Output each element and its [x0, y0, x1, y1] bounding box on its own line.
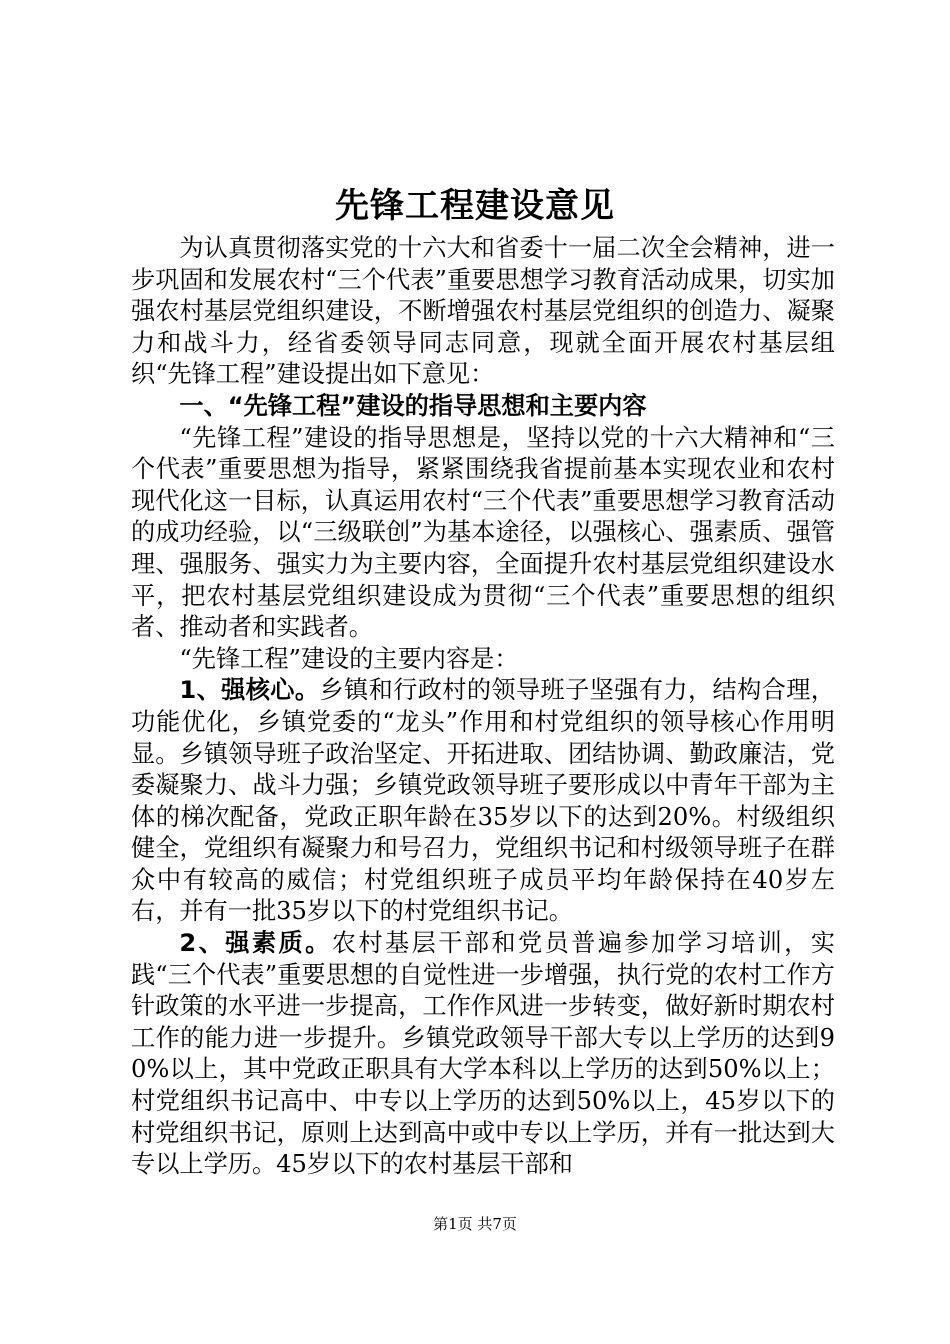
document-body: [131, 233, 835, 1181]
section-heading-1: 一、“先锋工程”建设的指导思想和主要内容: [179, 391, 647, 420]
paragraph-main-content-intro: “先锋工程”建设的主要内容是：: [179, 644, 519, 673]
document-title: 先锋工程建设意见: [335, 186, 615, 226]
list-item-strengthen-quality: [131, 928, 835, 1181]
page-footer: 第1页 共7页: [433, 1215, 517, 1233]
item-text: 农村基层干部和党员普遍参加学习培训，实践“三个代表”重要思想的自觉性进一步增强，执行党的农村工作方针政策的水平进一步提高，工作作风进一步转变，做好新时期农村工作的能力进一步提升。乡镇党政领导干部大专以上学历的达到90%以上，其中党政正职具有大学本科以上学历的达到50%以上；村党组织书记高中、中专以上学历的达到50%以上，45岁以下的村党组织书记，原则上达到高中或中专以上学历，并有一批达到大专以上学历。45岁以下的农村基层干部和: [131, 929, 835, 1179]
list-item-strengthen-core: [131, 675, 835, 928]
paragraph-intro: 为认真贯彻落实党的十六大和省委十一届二次全会精神，进一步巩固和发展农村“三个代表”重要思想学习教育活动成果，切实加强农村基层党组织建设，不断增强农村基层党组织的创造力、凝聚力和战斗力，经省委领导同志同意，现就全面开展农村基层组织“先锋工程”建设提出如下意见：: [131, 234, 835, 389]
paragraph-guiding-thought: “先锋工程”建设的指导思想是，坚持以党的十六大精神和“三个代表”重要思想为指导，紧紧围绕我省提前基本实现农业和农村现代化这一目标，认真运用农村“三个代表”重要思想学习教育活动的成功经验，以“三级联创”为基本途径，以强核心、强素质、强管理、强服务、强实力为主要内容，全面提升农村基层党组织建设水平，把农村基层党组织建设成为贯彻“三个代表”重要思想的组织者、推动者和实践者。: [131, 423, 835, 642]
item-lead: 1、强核心。: [179, 676, 320, 705]
item-lead: 2、强素质。: [179, 929, 332, 958]
item-text: 乡镇和行政村的领导班子坚强有力，结构合理，功能优化，乡镇党委的“龙头”作用和村党组织的领导核心作用明显。乡镇领导班子政治坚定、开拓进取、团结协调、勤政廉洁，党委凝聚力、战斗力强；乡镇党政领导班子要形成以中青年干部为主体的梯次配备，党政正职年龄在35岁以下的达到20%。村级组织健全，党组织有凝聚力和号召力，党组织书记和村级领导班子在群众中有较高的威信；村党组织班子成员平均年龄保持在40岁左右，并有一批35岁以下的村党组织书记。: [131, 676, 835, 926]
